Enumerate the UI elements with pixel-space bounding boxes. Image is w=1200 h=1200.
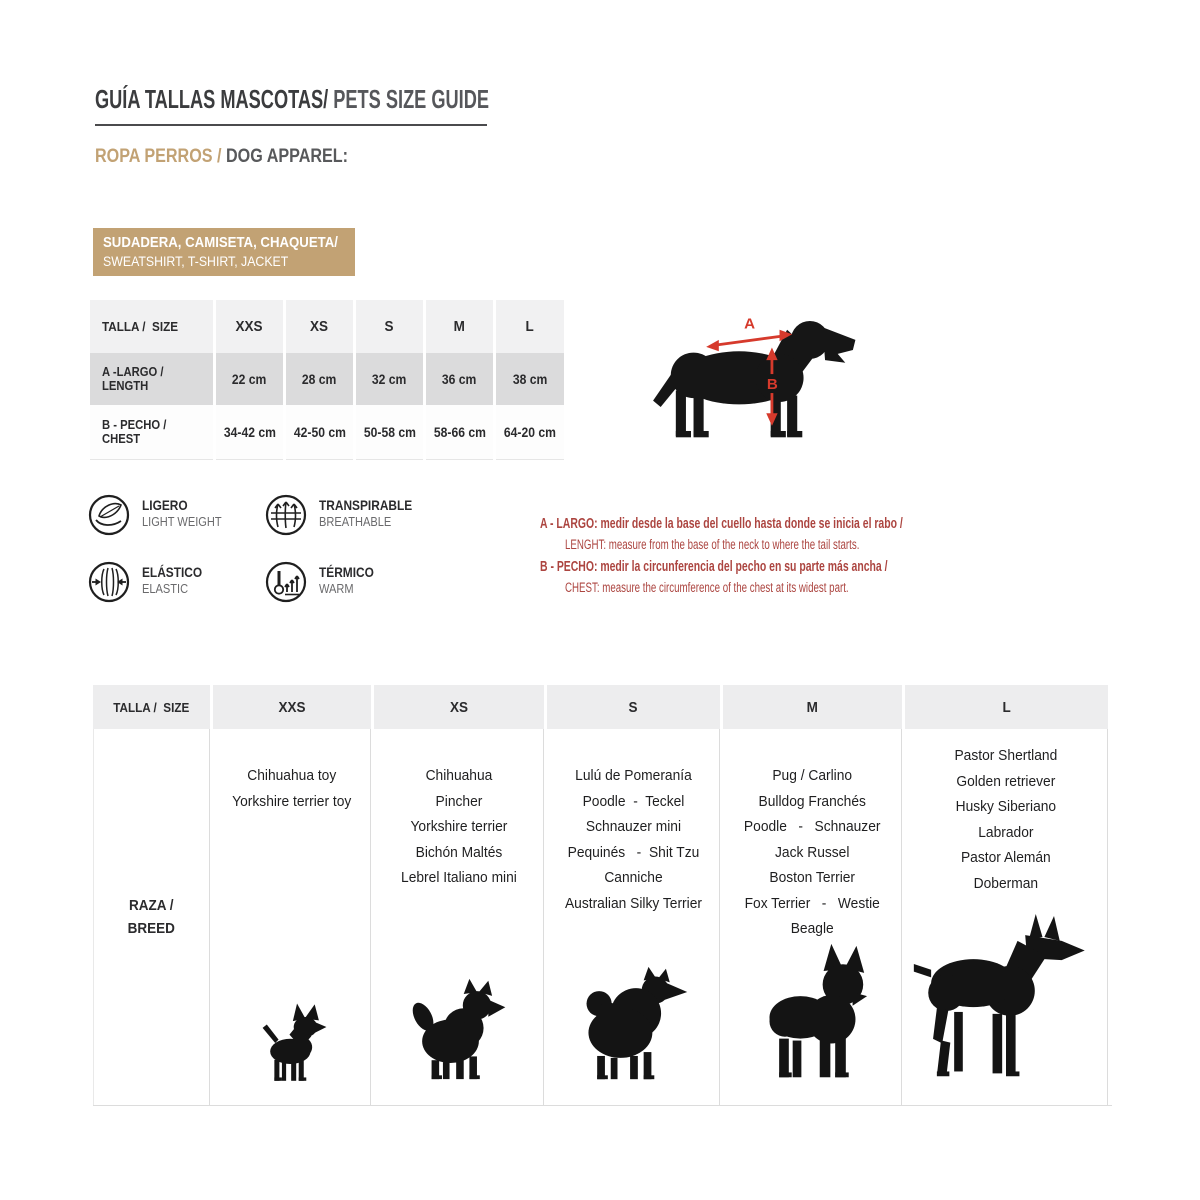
breed-col-l: L — [905, 685, 1108, 729]
breed-size-table — [93, 685, 1112, 1106]
breed-name: Beagle — [790, 920, 834, 937]
feather-hand-icon — [88, 494, 130, 536]
breed-table-body — [93, 729, 1112, 1106]
breed-name: Chihuahua — [425, 767, 492, 784]
breed-name: Pastor Shertland — [954, 747, 1058, 764]
feature-label-es: LIGERO — [142, 497, 188, 513]
breed-name: Pincher — [435, 792, 482, 810]
length-value: 32 cm — [356, 353, 423, 405]
size-col-xs: XS — [286, 300, 353, 353]
breed-list-xs — [396, 763, 522, 891]
breed-list-xxs — [227, 763, 357, 814]
thermometer-icon — [265, 561, 307, 603]
breed-name: Doberman — [973, 874, 1039, 892]
size-col-m: M — [426, 300, 493, 353]
breed-row-label-cell — [93, 729, 210, 1105]
breed-cell-s — [547, 729, 720, 1105]
breed-name: Canniche — [603, 869, 663, 886]
breed-name: Boston Terrier — [769, 869, 855, 886]
yorkshire-silhouette — [407, 973, 511, 1085]
breed-name: Poodle - Teckel — [582, 792, 684, 810]
breed-cell-xxs — [213, 729, 371, 1105]
french-bulldog-silhouette — [753, 942, 871, 1085]
breed-name: Fox Terrier - Westie — [744, 894, 880, 912]
feature-label-en: BREATHABLE — [319, 514, 392, 529]
breed-name: Pequinés - Shit Tzu — [567, 843, 699, 861]
breed-name: Chihuahua toy — [246, 767, 337, 784]
labrador-measure-silhouette — [648, 312, 863, 445]
length-row-label: A -LARGO / LENGTH — [90, 353, 213, 405]
length-value: 36 cm — [426, 353, 493, 405]
breed-table-header-row — [93, 685, 1112, 729]
breed-col-xxs: XXS — [213, 685, 371, 729]
section-subtitle — [95, 146, 393, 168]
breed-name: Labrador — [978, 823, 1034, 841]
pomeranian-spitz-silhouette — [570, 963, 696, 1085]
raza-breed-label: RAZA / BREED — [127, 897, 176, 937]
size-col-s: S — [356, 300, 423, 353]
feature-breathable — [265, 494, 429, 536]
garment-category-box — [93, 228, 355, 276]
breed-name: Lulú de Pomeranía — [574, 767, 692, 784]
feature-label-en: ELASTIC — [142, 581, 189, 596]
breed-name: Lebrel Italiano mini — [400, 869, 517, 886]
breed-name: Bichón Maltés — [415, 843, 502, 861]
length-value: 28 cm — [286, 353, 353, 405]
measurement-diagram — [648, 312, 863, 445]
feature-label-en: LIGHT WEIGHT — [142, 514, 222, 529]
breed-name: Yorkshire terrier — [410, 818, 507, 835]
breed-list-l — [950, 743, 1062, 896]
chest-value: 64-20 cm — [496, 405, 564, 460]
breed-name: Golden retriever — [956, 772, 1056, 790]
breed-name: Husky Siberiano — [955, 798, 1057, 815]
note-length-en: LENGHT: measure from the base of the neck to where the tail starts. — [565, 537, 860, 552]
size-col-xxs: XXS — [216, 300, 283, 353]
feature-warm — [265, 561, 384, 603]
subtitle-english: DOG APPAREL: — [226, 146, 349, 167]
breed-cell-l — [905, 729, 1108, 1105]
measuring-instructions — [540, 514, 940, 600]
feature-elastic — [88, 561, 213, 603]
breed-col-m: M — [723, 685, 902, 729]
breed-col-s: S — [547, 685, 720, 729]
title-spanish: GUÍA TALLAS MASCOTAS/ — [95, 84, 329, 114]
breed-cell-xs — [374, 729, 544, 1105]
breed-header-label: TALLA / SIZE — [93, 685, 210, 729]
category-line-es: SUDADERA, CAMISETA, CHAQUETA/ — [103, 234, 338, 251]
chest-value: 50-58 cm — [356, 405, 423, 460]
chest-value: 58-66 cm — [426, 405, 493, 460]
size-table-header-row — [90, 300, 568, 353]
feature-label-en: WARM — [319, 581, 354, 596]
page-title — [95, 84, 490, 126]
note-chest-en: CHEST: measure the circumference of the chest at its widest part. — [565, 580, 849, 595]
feature-label-es: TÉRMICO — [319, 564, 374, 580]
chest-row — [90, 405, 568, 460]
breed-name: Yorkshire terrier toy — [231, 792, 352, 810]
size-measurements-table — [90, 300, 568, 460]
note-pecho-es: B - PECHO: medir la circunferencia del pecho en su parte más ancha / — [540, 559, 888, 575]
breed-cell-m — [723, 729, 902, 1105]
chest-value: 34-42 cm — [216, 405, 283, 460]
feature-label-es: TRANSPIRABLE — [319, 497, 413, 513]
breed-name: Pastor Alemán — [961, 849, 1051, 866]
chihuahua-silhouette — [254, 1001, 330, 1085]
breed-col-xs: XS — [374, 685, 544, 729]
breathable-arrows-icon — [265, 494, 307, 536]
feature-lightweight — [88, 494, 236, 536]
breed-name: Poodle - Schnauzer — [743, 818, 881, 835]
size-col-l: L — [496, 300, 564, 353]
category-line-en: SWEATSHIRT, T-SHIRT, JACKET — [103, 253, 289, 269]
elastic-arrows-icon — [88, 561, 130, 603]
length-value: 22 cm — [216, 353, 283, 405]
doberman-silhouette — [910, 912, 1102, 1085]
chest-value: 42-50 cm — [286, 405, 353, 460]
arrow-label-a: A — [744, 315, 756, 333]
size-table-header-label: TALLA / SIZE — [90, 300, 213, 353]
subtitle-spanish: ROPA PERROS / — [95, 146, 227, 167]
title-english: PETS SIZE GUIDE — [328, 84, 490, 114]
length-value: 38 cm — [496, 353, 564, 405]
breed-name: Australian Silky Terrier — [564, 894, 702, 912]
breed-name: Pug / Carlino — [772, 767, 852, 784]
breed-name: Schnauzer mini — [585, 818, 681, 835]
chest-row-label: B - PECHO / CHEST — [90, 405, 213, 460]
feature-label-es: ELÁSTICO — [142, 564, 203, 580]
breed-name: Jack Russel — [774, 843, 850, 861]
note-largo-es: A - LARGO: medir desde la base del cuello hasta donde se inicia el rabo / — [540, 516, 903, 532]
breed-name: Bulldog Franchés — [758, 792, 866, 810]
arrow-label-b: B — [766, 376, 778, 394]
length-row — [90, 353, 568, 405]
breed-list-s — [559, 763, 708, 916]
breed-list-m — [738, 763, 886, 942]
